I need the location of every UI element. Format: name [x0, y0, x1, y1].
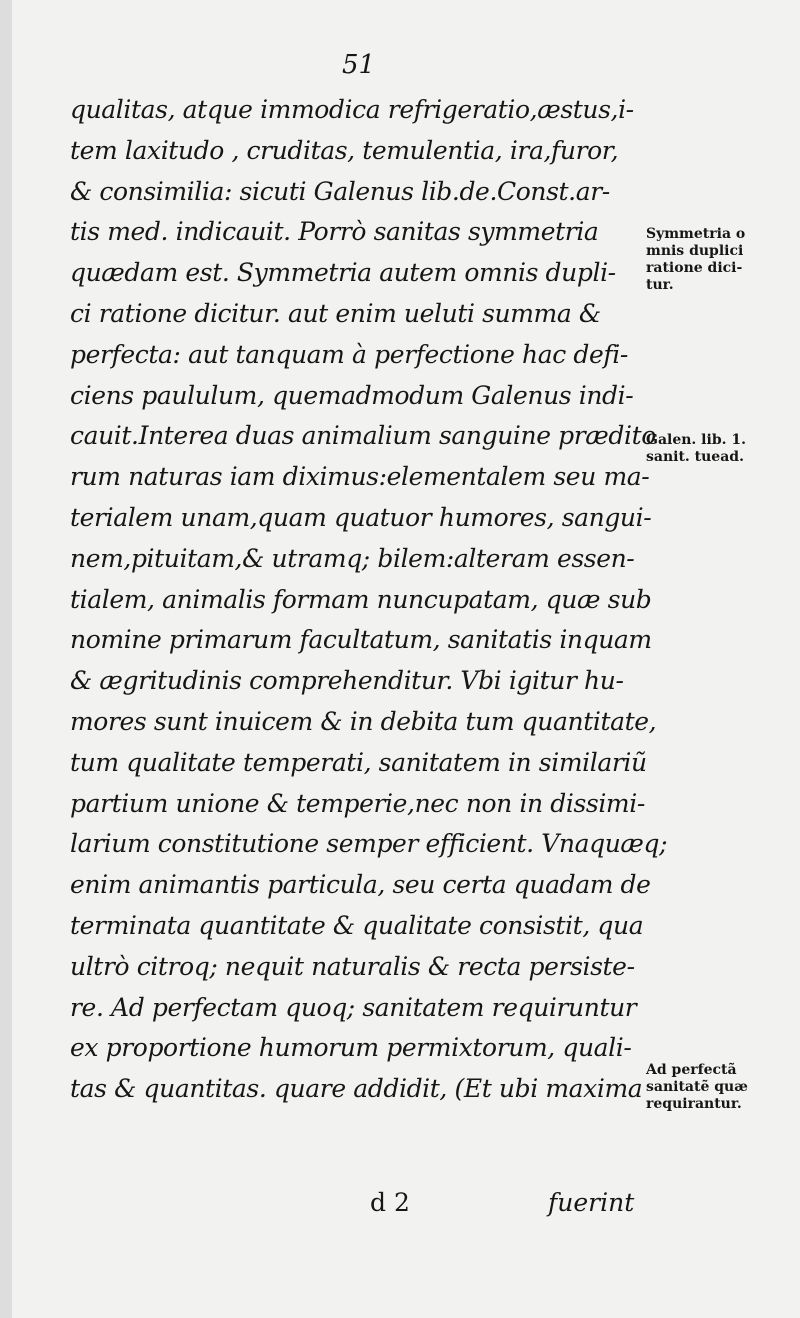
marginal-note-symmetria: Symmetria o mnis duplici ratione dici- tur.: [646, 226, 746, 293]
text-line: terminata quantitate & qualitate consistit, qua: [70, 910, 644, 940]
signature-mark: d 2: [370, 1188, 410, 1217]
text-line: qualitas, atque immodica refrigeratio,æstus,i-: [70, 95, 634, 124]
text-line: rum naturas iam diximus:elementalem seu ma-: [70, 462, 650, 492]
text-line: terialem unam,quam quatuor humores, sangui-: [70, 502, 652, 532]
text-line: ci ratione dicitur. aut enim ueluti summa &: [70, 298, 601, 328]
text-line: ultrò citroq; nequit naturalis & recta persiste-: [70, 951, 635, 981]
text-line: larium constitutione semper efficient. Vnaquæq;: [70, 829, 668, 859]
marginal-note-sanitas: Ad perfectã sanitatẽ quæ requirantur.: [646, 1062, 748, 1112]
text-line: re. Ad perfectam quoq; sanitatem requiruntur: [70, 992, 637, 1022]
text-line: & ægritudinis comprehenditur. Vbi igitur hu-: [70, 666, 624, 696]
text-line: partium unione & temperie,nec non in dissimi-: [70, 788, 645, 818]
catchword: fuerint: [548, 1188, 635, 1217]
page-number: 51: [342, 50, 376, 80]
body-text: [70, 90, 668, 1110]
text-line: tum qualitate temperati, sanitatem in similariũ: [70, 747, 647, 777]
text-line: tem laxitudo , cruditas, temulentia, ira,furor,: [70, 135, 619, 165]
text-line: mores sunt inuicem & in debita tum quantitate,: [70, 706, 657, 736]
text-line: nomine primarum facultatum, sanitatis inquam: [70, 625, 652, 655]
text-line: cauit.Interea duas animalium sanguine prædito: [70, 421, 656, 451]
text-line: quædam est. Symmetria autem omnis dupli-: [70, 258, 616, 288]
text-line: ex proportione humorum permixtorum, quali-: [70, 1033, 632, 1063]
text-line: tas & quantitas. quare addidit, (Et ubi maxima: [70, 1074, 643, 1104]
text-line: tis med. indicauit. Porrò sanitas symmetria: [70, 217, 599, 247]
text-line: nem,pituitam,& utramq; bilem:alteram essen-: [70, 543, 635, 573]
text-line: tialem, animalis formam nuncupatam, quæ sub: [70, 584, 652, 614]
text-line: perfecta: aut tanquam à perfectione hac defi-: [70, 339, 628, 369]
text-line: ciens paululum, quemadmodum Galenus indi-: [70, 380, 634, 410]
page-edge: [0, 0, 12, 1318]
text-line: enim animantis particula, seu certa quadam de: [70, 870, 651, 900]
text-line: & consimilia: sicuti Galenus lib.de.Const.ar-: [70, 176, 610, 206]
marginal-note-galen: Galen. lib. 1. sanit. tuead.: [646, 432, 746, 465]
